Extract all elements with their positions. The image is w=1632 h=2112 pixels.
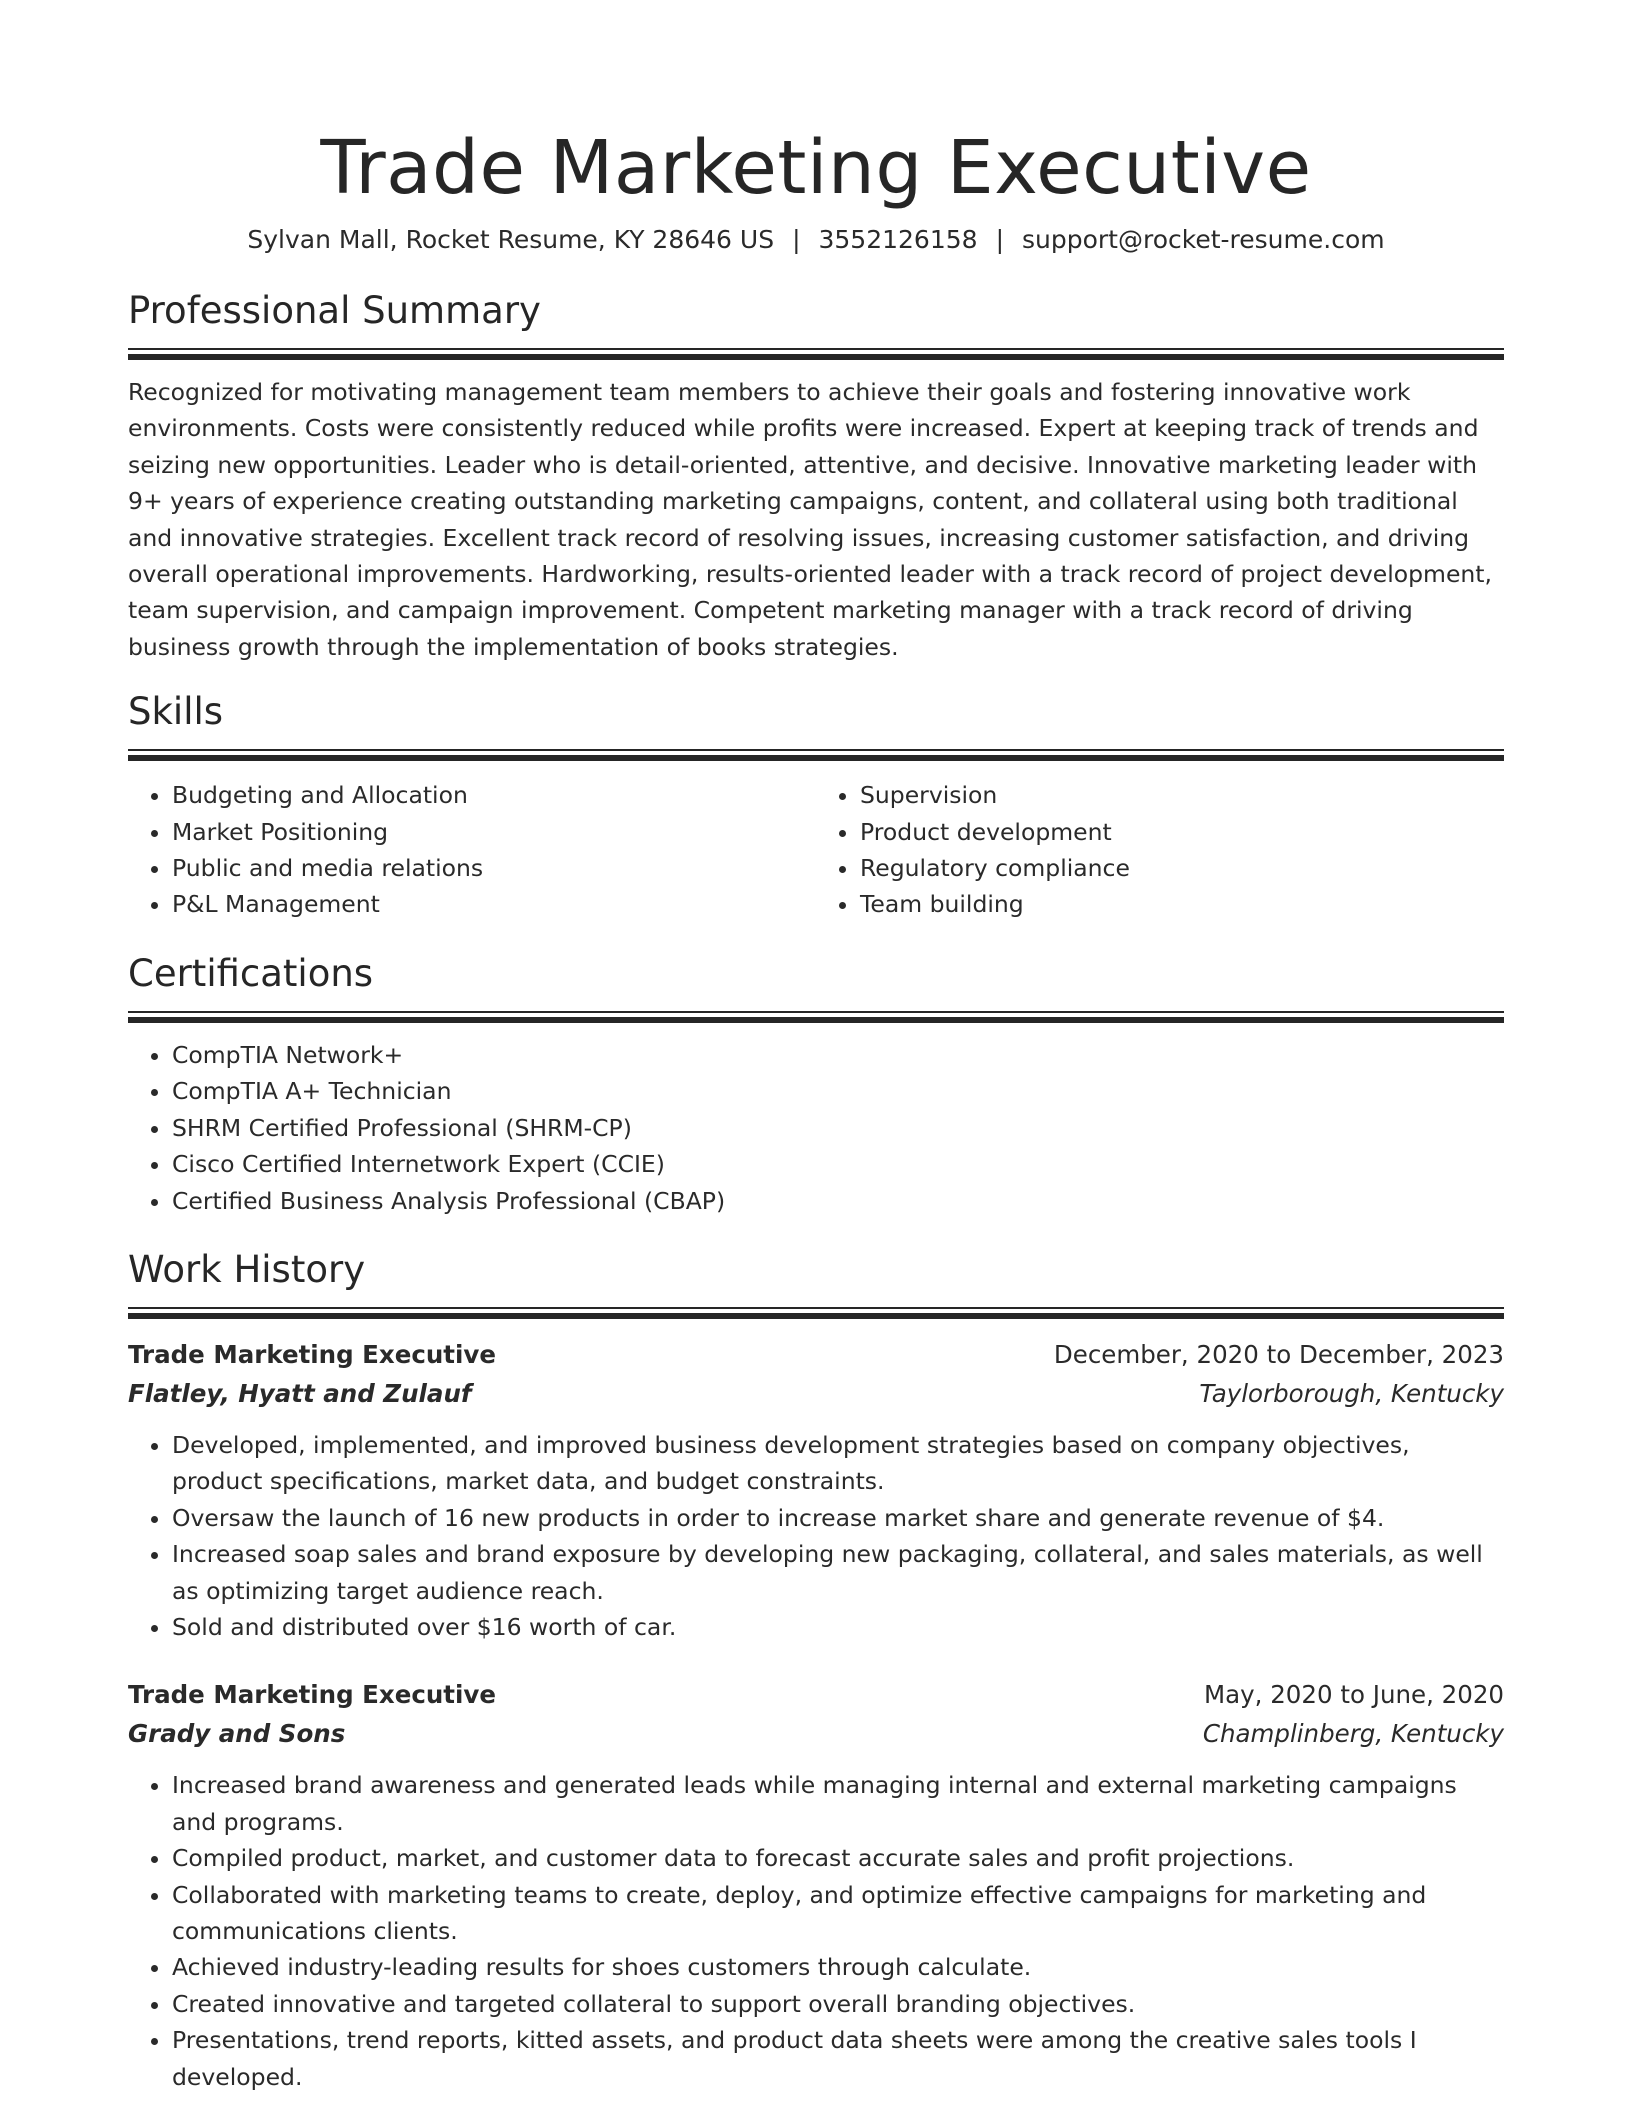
job-bullets (128, 1427, 1504, 1645)
skill-item: • Product development (860, 814, 1504, 850)
section-heading-work-history: Work History (128, 1247, 366, 1291)
contact-email: support@rocket-resume.com (1022, 225, 1385, 254)
job-title: Trade Marketing Executive (128, 1339, 497, 1369)
certifications-list (128, 1037, 1504, 1219)
contact-address: Sylvan Mall, Rocket Resume, KY 28646 US (247, 225, 775, 254)
job-entry (128, 1675, 1504, 2095)
section-heading-certifications: Certifications (128, 951, 374, 995)
contact-phone: 3552126158 (818, 225, 978, 254)
skills-list-left (128, 777, 816, 923)
certification-item: • SHRM Certified Professional (SHRM-CP) (172, 1110, 1504, 1146)
certification-item: • Cisco Certified Internetwork Expert (CCIE) (172, 1146, 1504, 1182)
job-dates: December, 2020 to December, 2023 (1053, 1339, 1504, 1369)
skill-item: • Public and media relations (172, 850, 816, 886)
contact-separator: | (995, 225, 1004, 254)
skill-item: • Regulatory compliance (860, 850, 1504, 886)
job-bullet: • Compiled product, market, and customer data to forecast accurate sales and profit projections. (172, 1840, 1504, 1876)
job-bullet: • Increased soap sales and brand exposure by developing new packaging, collateral, and sales materials, as well as optimizing target audience reach. (172, 1536, 1504, 1609)
job-title: Trade Marketing Executive (128, 1680, 497, 1710)
job-subheader (128, 1374, 1504, 1413)
job-dates: May, 2020 to June, 2020 (1203, 1680, 1504, 1710)
resume-title: Trade Marketing Executive (320, 125, 1312, 211)
skill-item: • P&L Management (172, 886, 816, 922)
skills-columns (128, 777, 1504, 923)
skill-item: • Market Positioning (172, 814, 816, 850)
skill-item: • Budgeting and Allocation (172, 777, 816, 813)
contact-line (128, 222, 1504, 258)
certification-item: • CompTIA A+ Technician (172, 1073, 1504, 1109)
skills-section (128, 687, 1504, 923)
job-subheader (128, 1714, 1504, 1753)
certification-item: • CompTIA Network+ (172, 1037, 1504, 1073)
job-bullet: • Sold and distributed over $16 worth of car. (172, 1609, 1504, 1645)
job-bullet: • Developed, implemented, and improved business development strategies based on company objectives, product specifications, market data, and budget constraints. (172, 1427, 1504, 1500)
section-divider (128, 1307, 1504, 1319)
summary-text: Recognized for motivating management team members to achieve their goals and fostering innovative work environments. Costs were consistently reduced while profits were increased. Expert at keeping track of trends and seizing new opportunities. Leader who is detail-oriented, attentive, and decisive. Innovative marketing leader with 9+ years of experience creating outstanding marketing campaigns, content, and collateral using both traditional and innovative strategies. Excellent track record of resolving issues, increasing customer satisfaction, and driving overall operational improvements. Hardworking, results-oriented leader with a track record of project development, team supervision, and campaign improvement. Competent marketing manager with a track record of driving business growth through the implementation of books strategies. (128, 378, 1492, 661)
job-company: Grady and Sons (128, 1719, 346, 1749)
section-divider (128, 749, 1504, 761)
section-heading-summary: Professional Summary (128, 289, 541, 332)
skill-item: • Team building (860, 886, 1504, 922)
skills-list-right (816, 777, 1504, 923)
job-header (128, 1675, 1504, 1714)
job-location: Taylorborough, Kentucky (1199, 1378, 1504, 1408)
section-divider (128, 1011, 1504, 1023)
job-location: Champlinberg, Kentucky (1202, 1719, 1504, 1749)
job-bullet: • Collaborated with marketing teams to create, deploy, and optimize effective campaigns for marketing and communications clients. (172, 1877, 1504, 1950)
work-history-section (128, 1245, 1504, 2095)
section-divider (128, 348, 1504, 360)
contact-separator: | (792, 225, 801, 254)
resume-page (128, 0, 1504, 2095)
skill-item: • Supervision (860, 777, 1504, 813)
job-bullets (128, 1767, 1504, 2095)
job-bullet: • Increased brand awareness and generated leads while managing internal and external marketing campaigns and programs. (172, 1767, 1504, 1840)
job-bullet: • Presentations, trend reports, kitted assets, and product data sheets were among the creative sales tools I developed. (172, 2022, 1504, 2095)
job-header (128, 1335, 1504, 1374)
job-entry (128, 1335, 1504, 1645)
certifications-section (128, 949, 1504, 1219)
job-bullet: • Created innovative and targeted collateral to support overall branding objectives. (172, 1986, 1504, 2022)
section-heading-skills: Skills (128, 690, 224, 734)
certification-item: • Certified Business Analysis Professional (CBAP) (172, 1183, 1504, 1219)
job-company: Flatley, Hyatt and Zulauf (128, 1378, 472, 1408)
job-bullet: • Achieved industry-leading results for shoes customers through calculate. (172, 1949, 1504, 1985)
job-bullet: • Oversaw the launch of 16 new products in order to increase market share and generate revenue of $4. (172, 1500, 1504, 1536)
summary-section (128, 286, 1504, 665)
